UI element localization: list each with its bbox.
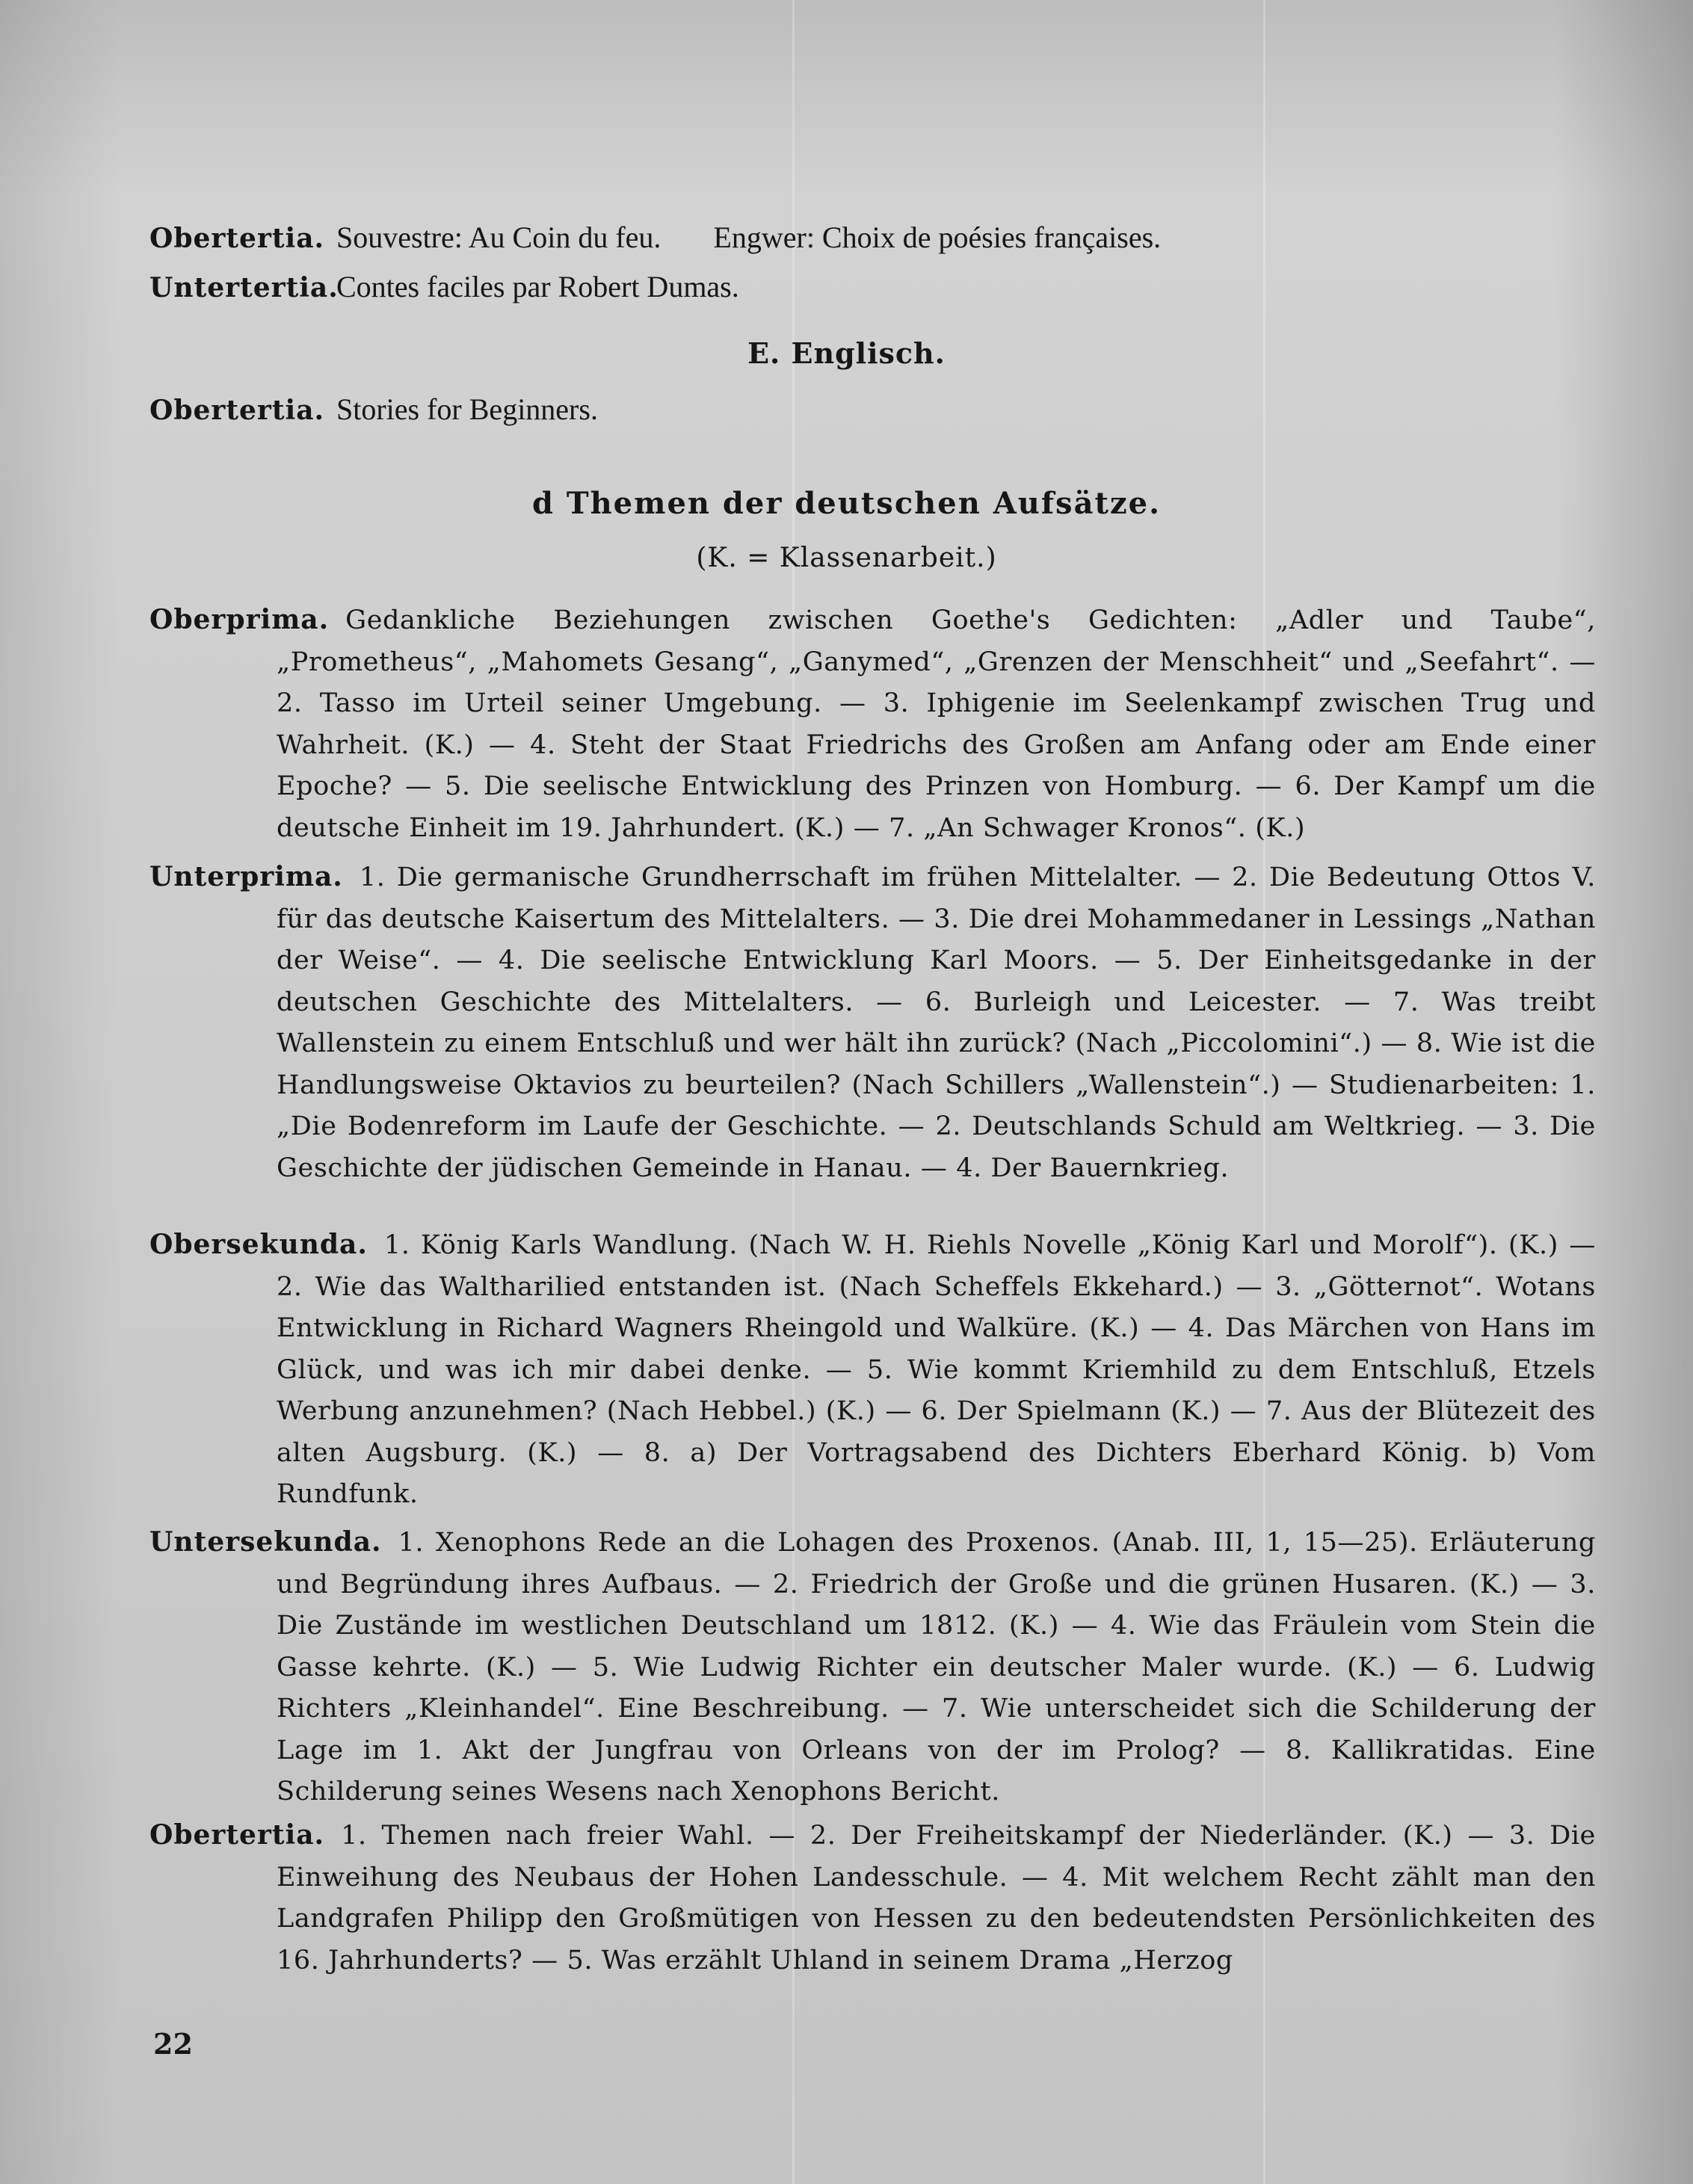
reading-line xyxy=(149,266,739,309)
reading-line xyxy=(149,389,598,431)
essay-entry xyxy=(149,599,1596,849)
reading-line xyxy=(149,217,1161,259)
essay-entry xyxy=(149,1224,1596,1516)
essay-topics: 1. König Karls Wandlung. (Nach W. H. Riehls Novelle „König Karl und Morolf“). (K.) — 2. Wie das Waltharilied entstanden ist. (Nach Scheffels Ekkehard.) — 3. „Götternot“. Wotans Entwicklung in Richard Wagners Rheingold und Walküre. (K.) — 4. Das Märchen von Hans im Glück, und was ich mir dabei denke. — 5. Wie kommt Kriemhild zu dem Entschluß, Etzels Werbung anzunehmen? (Nach Hebbel.) (K.) — 6. Der Spielmann (K.) — 7. Aus der Blütezeit des alten Augsburg. (K.) — 8. a) Der Vortragsabend des Dichters Eberhard König. b) Vom Rundfunk. xyxy=(277,1230,1596,1509)
section-subtitle: (K. = Klassenarbeit.) xyxy=(696,543,997,573)
class-label: Obersekunda. xyxy=(149,1229,368,1260)
class-label: Oberprima. xyxy=(149,604,330,635)
class-label: Untertertia. xyxy=(149,272,339,303)
reading-text: Engwer: Choix de poésies françaises. xyxy=(713,220,1162,254)
section-title: d Themen der deutschen Aufsätze. xyxy=(531,486,1162,521)
essay-entry xyxy=(149,1522,1596,1813)
page-number: 22 xyxy=(153,2027,193,2061)
essay-topics: 1. Die germanische Grundherrschaft im frühen Mittelalter. — 2. Die Bedeutung Ottos V. für das deutsche Kaisertum des Mittelalters. — 3. Die drei Mohammedaner in Lessings „Nathan der Weise“. — 4. Die seelische Entwicklung Karl Moors. — 5. Der Einheitsgedanke in der deutschen Geschichte des Mittelalters. — 6. Burleigh und Leicester. — 7. Was treibt Wallenstein zu einem Entschluß und wer hält ihn zurück? (Nach „Piccolomini“.) — 8. Wie ist die Handlungsweise Oktavios zu beurteilen? (Nach Schillers „Wallenstein“.) — Studienarbeiten: 1. „Die Bodenreform im Laufe der Geschichte. — 2. Deutschlands Schuld am Weltkrieg. — 3. Die Geschichte der jüdischen Gemeinde in Hanau. — 4. Der Bauernkrieg. xyxy=(277,863,1596,1183)
class-label: Unterprima. xyxy=(149,861,343,892)
essay-entry xyxy=(149,857,1596,1189)
essay-topics: 1. Xenophons Rede an die Lohagen des Proxenos. (Anab. III, 1, 15—25). Erläuterung und Begründung ihres Aufbaus. — 2. Friedrich der Große und die grünen Husaren. (K.) — 3. Die Zustände im westlichen Deutschland um 1812. (K.) — 4. Wie das Fräulein vom Stein die Gasse kehrte. (K.) — 5. Wie Ludwig Richter ein deutscher Maler wurde. (K.) — 6. Ludwig Richters „Kleinhandel“. Eine Beschreibung. — 7. Wie unterscheidet sich die Schilderung der Lage im 1. Akt der Jungfrau von Orleans von der im Prolog? — 8. Kallikratidas. Eine Schilderung seines Wesens nach Xenophons Bericht. xyxy=(277,1528,1596,1807)
reading-text: Souvestre: Au Coin du feu. xyxy=(336,220,662,254)
essay-topics: Gedankliche Beziehungen zwischen Goethe's Gedichten: „Adler und Taube“, „Prometheus“, „Mahomets Gesang“, „Ganymed“, „Grenzen der Menschheit“ und „Seefahrt“. — 2. Tasso im Urteil seiner Umgebung. — 3. Iphigenie im Seelenkampf zwischen Trug und Wahrheit. (K.) — 4. Steht der Staat Friedrichs des Großen am Anfang oder am Ende einer Epoche? — 5. Die seelische Entwicklung des Prinzen von Homburg. — 6. Der Kampf um die deutsche Einheit im 19. Jahrhundert. (K.) — 7. „An Schwager Kronos“. (K.) xyxy=(277,605,1596,843)
reading-text: Stories for Beginners. xyxy=(336,392,598,426)
essay-topics: 1. Themen nach freier Wahl. — 2. Der Freiheitskampf der Niederländer. (K.) — 3. Die Einweihung des Neubaus der Hohen Landesschule. — 4. Mit welchem Recht zählt man den Landgrafen Philipp den Großmütigen von Hessen zu den bedeutendsten Persönlichkeiten des 16. Jahrhunderts? — 5. Was erzählt Uhland in seinem Drama „Herzog xyxy=(277,1821,1596,1975)
subject-heading: E. Englisch. xyxy=(747,336,946,370)
essay-entry xyxy=(149,1815,1596,1981)
class-label: Obertertia. xyxy=(149,223,325,254)
reading-text: Contes faciles par Robert Dumas. xyxy=(336,270,739,303)
class-label: Obertertia. xyxy=(149,1819,325,1851)
class-label: Untersekunda. xyxy=(149,1526,382,1558)
class-label: Obertertia. xyxy=(149,395,325,426)
